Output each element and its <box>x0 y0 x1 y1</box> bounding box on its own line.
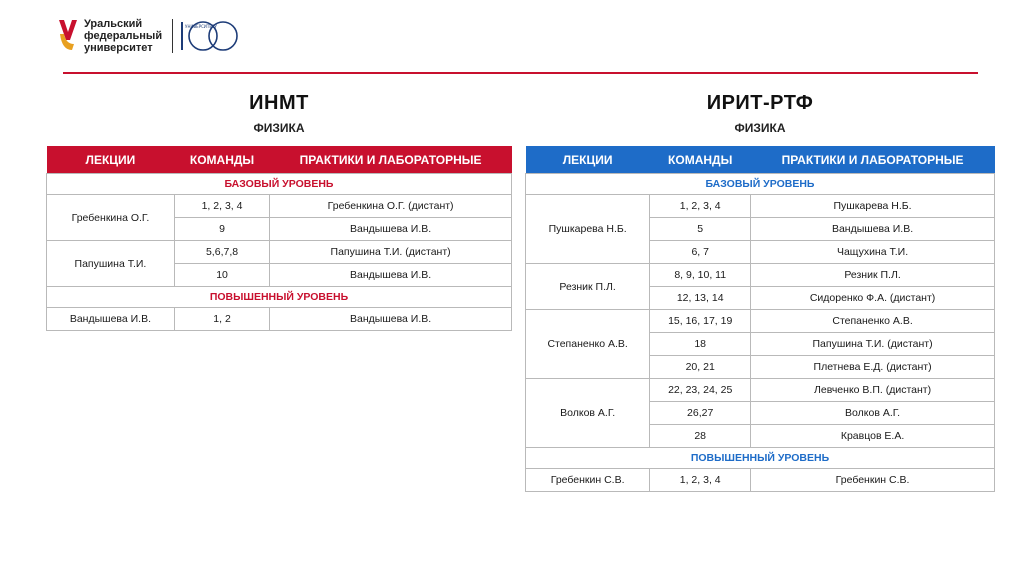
teams-cell: 1, 2 <box>174 308 269 331</box>
table-row <box>526 195 995 218</box>
lecturer-cell: Вандышева И.В. <box>47 308 175 331</box>
column-header: КОМАНДЫ <box>650 146 751 174</box>
header-row <box>47 146 512 174</box>
university-logo <box>58 18 241 54</box>
lecturer-cell: Степаненко А.В. <box>526 310 650 379</box>
table-row <box>526 310 995 333</box>
level-row <box>47 287 512 308</box>
practice-cell: Чащухина Т.И. <box>751 241 995 264</box>
practice-cell: Левченко В.П. (дистант) <box>751 379 995 402</box>
table-row <box>526 379 995 402</box>
level-row <box>47 174 512 195</box>
level-row <box>526 174 995 195</box>
column-header: КОМАНДЫ <box>174 146 269 174</box>
lecturer-cell: Пушкарева Н.Б. <box>526 195 650 264</box>
column-header: ЛЕКЦИИ <box>47 146 175 174</box>
practice-cell: Вандышева И.В. <box>270 308 512 331</box>
irit-rtf-subject: ФИЗИКА <box>734 121 786 135</box>
table-row <box>47 241 512 264</box>
inmt-title: ИНМТ <box>249 92 309 114</box>
practice-cell: Резник П.Л. <box>751 264 995 287</box>
header-rule <box>63 72 978 74</box>
lecturer-cell: Резник П.Л. <box>526 264 650 310</box>
table-row <box>47 308 512 331</box>
level-label: ПОВЫШЕННЫЙ УРОВЕНЬ <box>526 448 995 469</box>
logo-line-3: университет <box>84 42 153 54</box>
practice-cell: Папушина Т.И. (дистант) <box>751 333 995 356</box>
centenary-100-icon <box>179 18 241 54</box>
table-row <box>47 195 512 218</box>
practice-cell: Вандышева И.В. <box>270 218 512 241</box>
level-label: ПОВЫШЕННЫЙ УРОВЕНЬ <box>47 287 512 308</box>
teams-cell: 10 <box>174 264 269 287</box>
practice-cell: Вандышева И.В. <box>270 264 512 287</box>
column-header: ЛЕКЦИИ <box>526 146 650 174</box>
logo-line-2: федеральный <box>84 30 163 42</box>
practice-cell: Волков А.Г. <box>751 402 995 425</box>
column-header: ПРАКТИКИ И ЛАБОРАТОРНЫЕ <box>751 146 995 174</box>
practice-cell: Гребенкина О.Г. (дистант) <box>270 195 512 218</box>
teams-cell: 9 <box>174 218 269 241</box>
practice-cell: Папушина Т.И. (дистант) <box>270 241 512 264</box>
irit-rtf-block <box>525 92 995 492</box>
teams-cell: 26,27 <box>650 402 751 425</box>
level-label: БАЗОВЫЙ УРОВЕНЬ <box>526 174 995 195</box>
table-row <box>526 264 995 287</box>
teams-cell: 1, 2, 3, 4 <box>650 195 751 218</box>
practice-cell: Вандышева И.В. <box>751 218 995 241</box>
logo-divider <box>172 19 173 53</box>
teams-cell: 5,6,7,8 <box>174 241 269 264</box>
header-row <box>526 146 995 174</box>
irit-rtf-title: ИРИТ-РТФ <box>706 92 814 114</box>
teams-cell: 1, 2, 3, 4 <box>650 469 751 492</box>
teams-cell: 15, 16, 17, 19 <box>650 310 751 333</box>
teams-cell: 12, 13, 14 <box>650 287 751 310</box>
lecturer-cell: Гребенкина О.Г. <box>47 195 175 241</box>
urfu-logo-icon <box>58 18 78 54</box>
teams-cell: 1, 2, 3, 4 <box>174 195 269 218</box>
practice-cell: Плетнева Е.Д. (дистант) <box>751 356 995 379</box>
level-row <box>526 448 995 469</box>
teams-cell: 22, 23, 24, 25 <box>650 379 751 402</box>
irit-rtf-table <box>525 146 995 492</box>
teams-cell: 5 <box>650 218 751 241</box>
lecturer-cell: Волков А.Г. <box>526 379 650 448</box>
column-header: ПРАКТИКИ И ЛАБОРАТОРНЫЕ <box>270 146 512 174</box>
practice-cell: Кравцов Е.А. <box>751 425 995 448</box>
teams-cell: 28 <box>650 425 751 448</box>
inmt-block <box>46 92 512 331</box>
practice-cell: Степаненко А.В. <box>751 310 995 333</box>
practice-cell: Сидоренко Ф.А. (дистант) <box>751 287 995 310</box>
teams-cell: 8, 9, 10, 11 <box>650 264 751 287</box>
teams-cell: 18 <box>650 333 751 356</box>
inmt-table <box>46 146 512 331</box>
lecturer-cell: Гребенкин С.В. <box>526 469 650 492</box>
logo-line-1: Уральский <box>84 18 143 30</box>
practice-cell: Пушкарева Н.Б. <box>751 195 995 218</box>
teams-cell: 20, 21 <box>650 356 751 379</box>
university-name <box>84 18 162 54</box>
inmt-subject: ФИЗИКА <box>253 121 305 135</box>
lecturer-cell: Папушина Т.И. <box>47 241 175 287</box>
teams-cell: 6, 7 <box>650 241 751 264</box>
table-row <box>526 469 995 492</box>
practice-cell: Гребенкин С.В. <box>751 469 995 492</box>
level-label: БАЗОВЫЙ УРОВЕНЬ <box>47 174 512 195</box>
centenary-label: УНИВЕРСИТЕТУ <box>185 24 217 29</box>
